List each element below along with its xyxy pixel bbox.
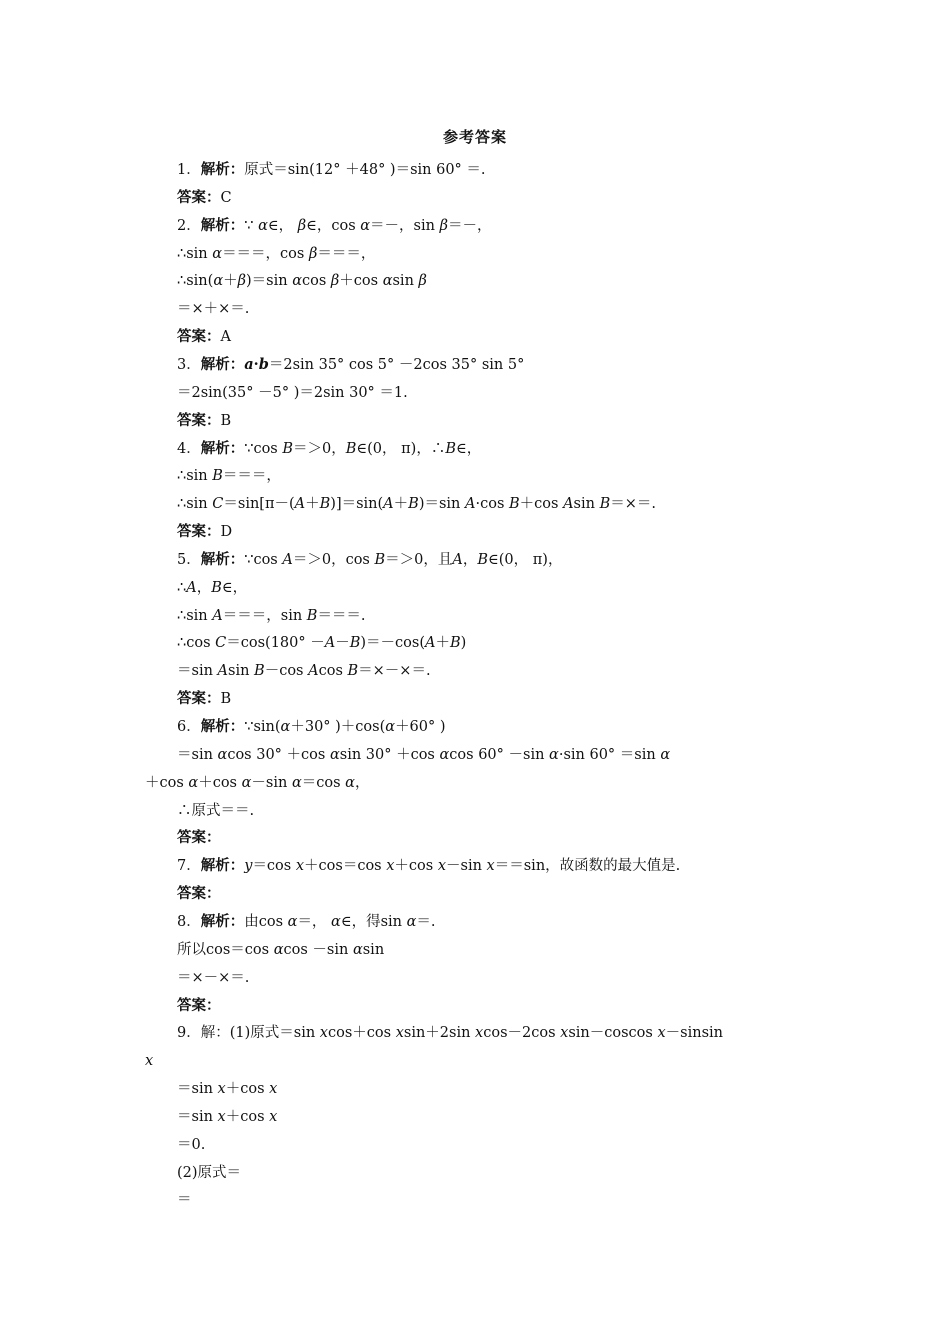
answer-line [177,801,254,821]
text-segment: 5． [177,551,201,568]
answer-line [177,355,524,375]
text-segment: ＝＝＝，cos [222,245,309,262]
answer-line [177,160,486,180]
text-segment: α [280,719,291,735]
text-segment: x [145,1053,154,1070]
text-segment: )]＝sin( [330,496,384,513]
answer-line [177,1163,241,1183]
text-segment: B [347,663,359,680]
text-segment: x [475,1025,484,1042]
text-segment: A [452,551,463,568]
text-segment: ＝sin [177,663,218,680]
text-segment: 8． [177,913,201,930]
text-segment: A [465,496,476,513]
text-segment: ＝×＋×＝. [177,301,250,318]
text-segment: sin [362,941,385,958]
answer-line [177,1079,277,1099]
text-segment: ＋60° ) [395,719,446,735]
text-segment: B [449,635,461,652]
text-segment: ＋ [305,496,320,513]
text-segment: )＝sin [418,496,465,513]
answer-line [177,717,446,737]
text-segment: B [408,496,419,513]
page-title: 参考答案 [442,128,507,146]
text-segment: ＋cos [339,273,383,290]
text-segment: 7． [177,858,201,875]
answer-line [177,271,427,291]
text-segment: ＝. [416,913,436,930]
text-segment: cos 60° －sin [449,746,550,763]
text-segment: ， [354,774,370,791]
text-segment: ＝×－×＝. [358,663,431,680]
text-segment: sin [573,496,600,513]
text-segment: 答案： [177,523,221,541]
answer-line [177,299,249,319]
answer-line [177,1135,205,1155]
text-segment: ·sin 60° ＝sin [558,746,661,763]
text-segment: β [439,217,448,234]
text-segment: A [308,663,319,680]
text-segment: A [424,635,436,652]
answer-line [177,550,562,570]
text-segment: ＝ [177,1192,192,1209]
text-segment: 答案： [177,996,221,1014]
text-segment: β [330,273,340,290]
text-segment: ∈， [267,217,298,234]
text-segment: x [295,858,305,875]
text-segment: B [445,440,456,457]
text-segment: ＋ [223,273,238,290]
text-segment: α [273,941,284,958]
text-segment: A [212,607,223,624]
answer-line [177,996,221,1016]
text-segment: a [244,355,254,373]
text-segment: α [406,913,417,930]
text-segment: B [212,468,223,485]
answer-line [177,439,481,459]
text-segment: ∴原式＝＝. [177,802,255,819]
text-segment: B [599,496,611,513]
text-segment: ＝cos(180° － [226,635,325,652]
text-segment: B [319,496,331,513]
text-segment: cos 30° ＋cos [227,746,330,763]
text-segment: x [437,858,447,875]
text-segment: 答案： [177,328,221,346]
answer-line [145,1051,153,1071]
text-segment: B [306,607,318,624]
text-segment: ) [460,635,467,652]
text-segment: sin＋2sin [403,1025,476,1042]
text-segment: 解析： [200,216,245,234]
answer-line [177,578,247,598]
text-segment: α [213,273,224,290]
text-segment: )＝sin [246,273,293,290]
text-segment: ＝×＝. [610,496,656,513]
text-segment: α [329,746,340,763]
text-segment: (2)原式＝ [177,1164,242,1181]
text-segment: ·cos [475,496,509,513]
text-segment: B [349,635,361,652]
text-segment: α [291,774,302,791]
text-segment: ∈(0， π)，∴ [356,440,446,457]
text-segment: x [486,858,495,875]
text-segment: α [188,774,199,791]
text-segment: B [282,440,294,457]
answer-line [177,1190,192,1210]
text-segment: β [297,217,307,234]
text-segment: x [386,858,395,875]
answer-line [177,466,281,486]
text-segment: α [292,273,302,290]
answer-line [177,1107,277,1127]
text-segment: ∴sin( [177,273,214,290]
text-segment: ∵cos [244,440,283,457]
text-segment: α [258,217,268,234]
answer-line [177,411,231,431]
text-segment: B [220,412,232,429]
text-segment: x [217,1108,226,1125]
text-segment: ＋cos [394,858,438,875]
text-segment: ∴sin [177,496,213,513]
text-segment: ＋ [435,635,450,652]
text-segment: 解析： [200,355,245,373]
text-segment: ＝sin [177,1108,218,1125]
text-segment: ＝sin [177,1081,218,1098]
text-segment: ＝， [297,913,332,930]
text-segment: ＝＝＝， [222,468,281,485]
text-segment: x [560,1025,569,1042]
answer-line [177,1023,723,1043]
text-segment: D [220,524,233,541]
text-segment: ∵sin( [244,719,281,735]
text-segment: ＋ [393,496,409,513]
text-segment: A [383,496,394,513]
answer-line [177,327,231,347]
text-segment: ＝2sin(35° －5° )＝2sin 30° ＝1. [177,384,408,401]
text-segment: 原式＝sin(12° ＋48° )＝sin 60° ＝. [244,162,486,178]
text-segment: －sin [251,774,292,791]
text-segment: B [509,496,520,513]
text-segment: α [382,273,393,290]
text-segment: ＝＞0，cos [292,551,375,568]
answer-line [177,745,670,765]
text-segment: 解析： [200,718,245,735]
text-segment: x [269,1081,278,1098]
text-segment: sin－coscos [568,1025,658,1042]
text-segment: ∴sin [177,607,213,624]
text-segment: － [335,635,350,652]
answer-line [177,884,221,904]
text-segment: ＝－， [447,217,492,234]
answer-line [145,773,369,793]
text-segment: ∈(0， π)， [488,551,563,568]
text-segment: sin [392,273,419,290]
text-segment: 答案： [177,885,221,903]
text-segment: ＋cos [198,774,242,791]
text-segment: 答案： [177,188,221,206]
text-segment: ＝＝＝. [317,607,366,624]
text-segment: A [220,329,231,346]
text-segment: β [308,245,318,262]
answer-line [177,940,384,960]
answer-line [177,606,366,626]
text-segment: 2． [177,217,201,234]
text-segment: －sinsin [665,1025,723,1042]
text-segment: ＝sin [177,746,218,763]
text-segment: 答案： [177,690,221,708]
text-segment: A [563,496,574,513]
text-segment: ＋cos [145,774,189,791]
answer-line [177,968,249,988]
text-segment: cos＋cos [327,1025,396,1042]
text-segment: α [439,746,450,763]
text-segment: y [244,858,253,875]
answer-line [177,216,491,236]
text-segment: · [253,355,259,373]
text-segment: ＝×－×＝. [177,969,250,986]
text-segment: ∵cos [244,551,283,568]
answer-line [177,689,231,709]
text-segment: x [657,1025,666,1042]
text-segment: ∴cos [177,635,216,652]
text-segment: α [287,913,298,930]
text-segment: ＝2sin 35° cos 5° －2cos 35° sin 5° [268,356,525,373]
text-segment: C [220,189,232,206]
text-segment: ∈， [456,440,482,457]
answer-line [177,661,431,681]
text-segment: 答案： [177,829,221,847]
text-segment: B [211,579,222,596]
text-segment: A [282,551,293,568]
text-segment: sin [228,663,255,680]
text-segment: ∵ [244,217,259,234]
text-segment: B [254,663,265,680]
text-segment: ∴ [177,579,187,596]
text-segment: b [258,355,269,373]
text-segment: α [352,941,363,958]
text-segment: ＝＞0，且 [385,551,453,568]
text-segment: －cos [264,663,309,680]
text-segment: 解析： [200,161,245,178]
text-segment: ＝0. [177,1136,206,1153]
text-segment: α [345,774,355,791]
text-segment: ∈，得sin [340,913,407,930]
text-segment: ＝＝＝，sin [222,607,307,624]
text-segment: x [319,1025,328,1042]
text-segment: B [477,551,489,568]
answer-line [177,828,221,848]
text-segment: ＋cos [225,1081,270,1098]
text-segment: ＝＝＝， [317,245,376,262]
text-segment: ∈， [221,579,248,596]
answer-line [177,383,408,403]
text-segment: B [220,691,232,708]
answer-line [177,856,680,876]
text-segment: A [294,496,306,513]
text-segment: sin 30° ＋cos [339,746,440,763]
answer-line [177,912,436,932]
text-segment: 解析： [200,857,245,875]
text-segment: ＋cos [519,496,564,513]
answer-line [177,244,375,264]
text-segment: 解析： [200,439,245,457]
text-segment: α [360,217,371,234]
text-segment: α [549,746,559,763]
text-segment: ， [196,579,212,596]
answer-line [177,522,232,542]
text-segment: ＝－，sin [370,217,440,234]
text-segment: x [269,1108,278,1125]
text-segment: B [345,440,357,457]
text-segment: β [418,273,427,290]
text-segment: α [217,746,228,763]
text-segment: ＋cos [225,1108,270,1125]
text-segment: cos －sin [283,941,353,958]
text-segment: cos [301,273,331,290]
text-segment: ＋cos＝cos [304,858,387,875]
text-segment: ∈，cos [306,217,361,234]
text-segment: α [212,245,223,262]
text-segment: ∴sin [177,245,213,262]
text-segment: cos [318,663,348,680]
text-segment: B [374,551,386,568]
text-segment: ＝＞0， [293,440,346,457]
answer-line [177,494,656,514]
text-segment: α [241,774,252,791]
answer-line [177,188,232,208]
text-segment: C [215,635,227,652]
text-segment: A [217,663,229,680]
answer-line [177,633,466,653]
text-segment: α [660,746,671,763]
text-segment: 答案： [177,411,221,429]
text-segment: ＝sin[π－( [223,496,295,513]
text-segment: 1． [177,162,201,178]
text-segment: cos－2cos [483,1025,561,1042]
text-segment: 解析： [200,550,245,568]
text-segment: C [212,496,224,513]
text-segment: 9．解：(1)原式＝sin [177,1025,320,1042]
text-segment: 4． [177,440,201,457]
text-segment: ＋30° )＋cos( [290,719,386,735]
text-segment: A [186,579,197,596]
text-segment: －sin [446,858,487,875]
text-segment: 由cos [244,913,288,930]
text-segment: β [237,273,246,290]
text-segment: α [385,719,396,735]
text-segment: 3． [177,356,201,373]
text-segment: ＝＝sin，故函数的最大值是. [494,858,681,875]
text-segment: x [395,1025,404,1042]
text-segment: α [331,913,341,930]
text-segment: ＝cos [252,858,296,875]
text-segment: ∴sin [177,468,213,485]
text-segment: ， [462,551,478,568]
text-segment: x [217,1081,226,1098]
text-segment: ＝cos [301,774,346,791]
text-segment: 解析： [200,912,245,930]
text-segment: 所以cos＝cos [177,941,274,958]
text-segment: A [324,635,336,652]
text-segment: 6． [177,719,201,735]
text-segment: )＝－cos( [360,635,425,652]
